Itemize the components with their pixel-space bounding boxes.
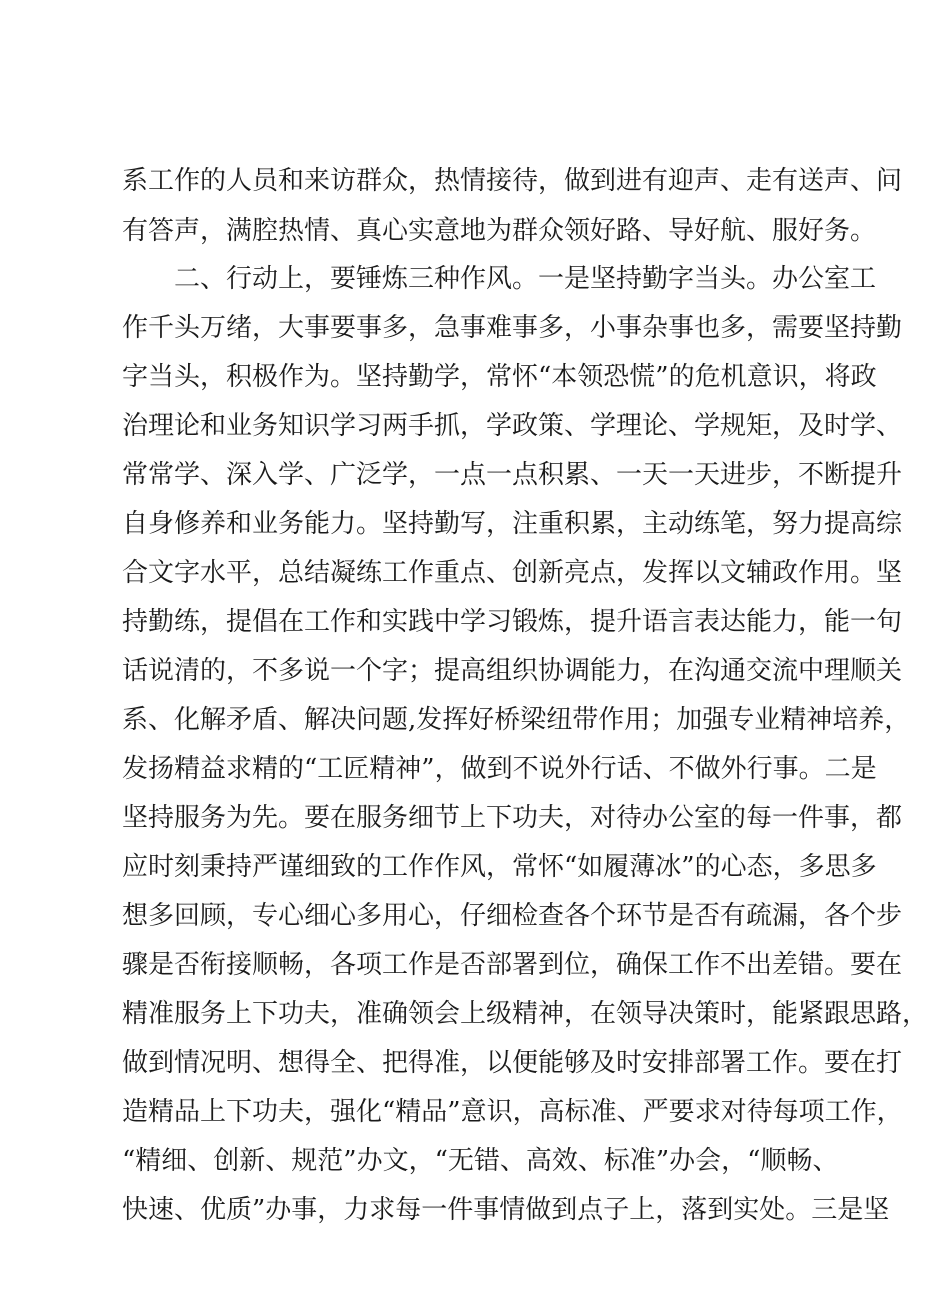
text-line: 发扬精益求精的“工匠精神”，做到不说外行话、不做外行事。二是 xyxy=(122,754,877,784)
text-line: 应时刻秉持严谨细致的工作作风，常怀“如履薄冰”的心态，多思多 xyxy=(122,852,877,882)
text-line: 常常学、深入学、广泛学，一点一点积累、一天一天进步，不断提升 xyxy=(122,460,903,490)
text-line: 合文字水平，总结凝练工作重点、创新亮点，发挥以文辅政作用。坚 xyxy=(122,558,903,588)
text-line: 自身修养和业务能力。坚持勤写，注重积累，主动练笔，努力提高综 xyxy=(122,509,903,539)
text-line: 坚持服务为先。要在服务细节上下功夫，对待办公室的每一件事，都 xyxy=(122,803,903,833)
text-line: 字当头，积极作为。坚持勤学，常怀“本领恐慌”的危机意识，将政 xyxy=(122,362,877,392)
text-line: 作千头万绪，大事要事多，急事难事多，小事杂事也多，需要坚持勤 xyxy=(122,313,903,343)
paragraph-start-line: 二、行动上，要锤炼三种作风。一是坚持勤字当头。办公室工 xyxy=(174,264,877,294)
text-line: 治理论和业务知识学习两手抓，学政策、学理论、学规矩，及时学、 xyxy=(122,411,903,441)
text-line: 精准服务上下功夫，准确领会上级精神，在领导决策时，能紧跟思路， xyxy=(122,999,928,1029)
text-line: 想多回顾，专心细心多用心，仔细检查各个环节是否有疏漏，各个步 xyxy=(122,901,903,931)
text-line: 持勤练，提倡在工作和实践中学习锻炼，提升语言表达能力，能一句 xyxy=(122,607,903,637)
text-line: 系、化解矛盾、解决问题,发挥好桥梁纽带作用；加强专业精神培养， xyxy=(122,705,911,735)
text-line: 快速、优质”办事，力求每一件事情做到点子上，落到实处。三是坚 xyxy=(122,1195,890,1225)
text-line: 话说清的，不多说一个字；提高组织协调能力，在沟通交流中理顺关 xyxy=(122,656,903,686)
text-line: 系工作的人员和来访群众，热情接待，做到进有迎声、走有送声、问 xyxy=(122,166,903,196)
text-line: 有答声，满腔热情、真心实意地为群众领好路、导好航、服好务。 xyxy=(122,216,877,246)
text-line: “精细、创新、规范”办文，“无错、高效、标准”办会，“顺畅、 xyxy=(122,1146,839,1176)
text-line: 做到情况明、想得全、把得准，以便能够及时安排部署工作。要在打 xyxy=(122,1048,903,1078)
text-line: 造精品上下功夫，强化“精品”意识，高标准、严要求对待每项工作， xyxy=(122,1097,903,1127)
text-line: 骤是否衔接顺畅，各项工作是否部署到位，确保工作不出差错。要在 xyxy=(122,950,903,980)
